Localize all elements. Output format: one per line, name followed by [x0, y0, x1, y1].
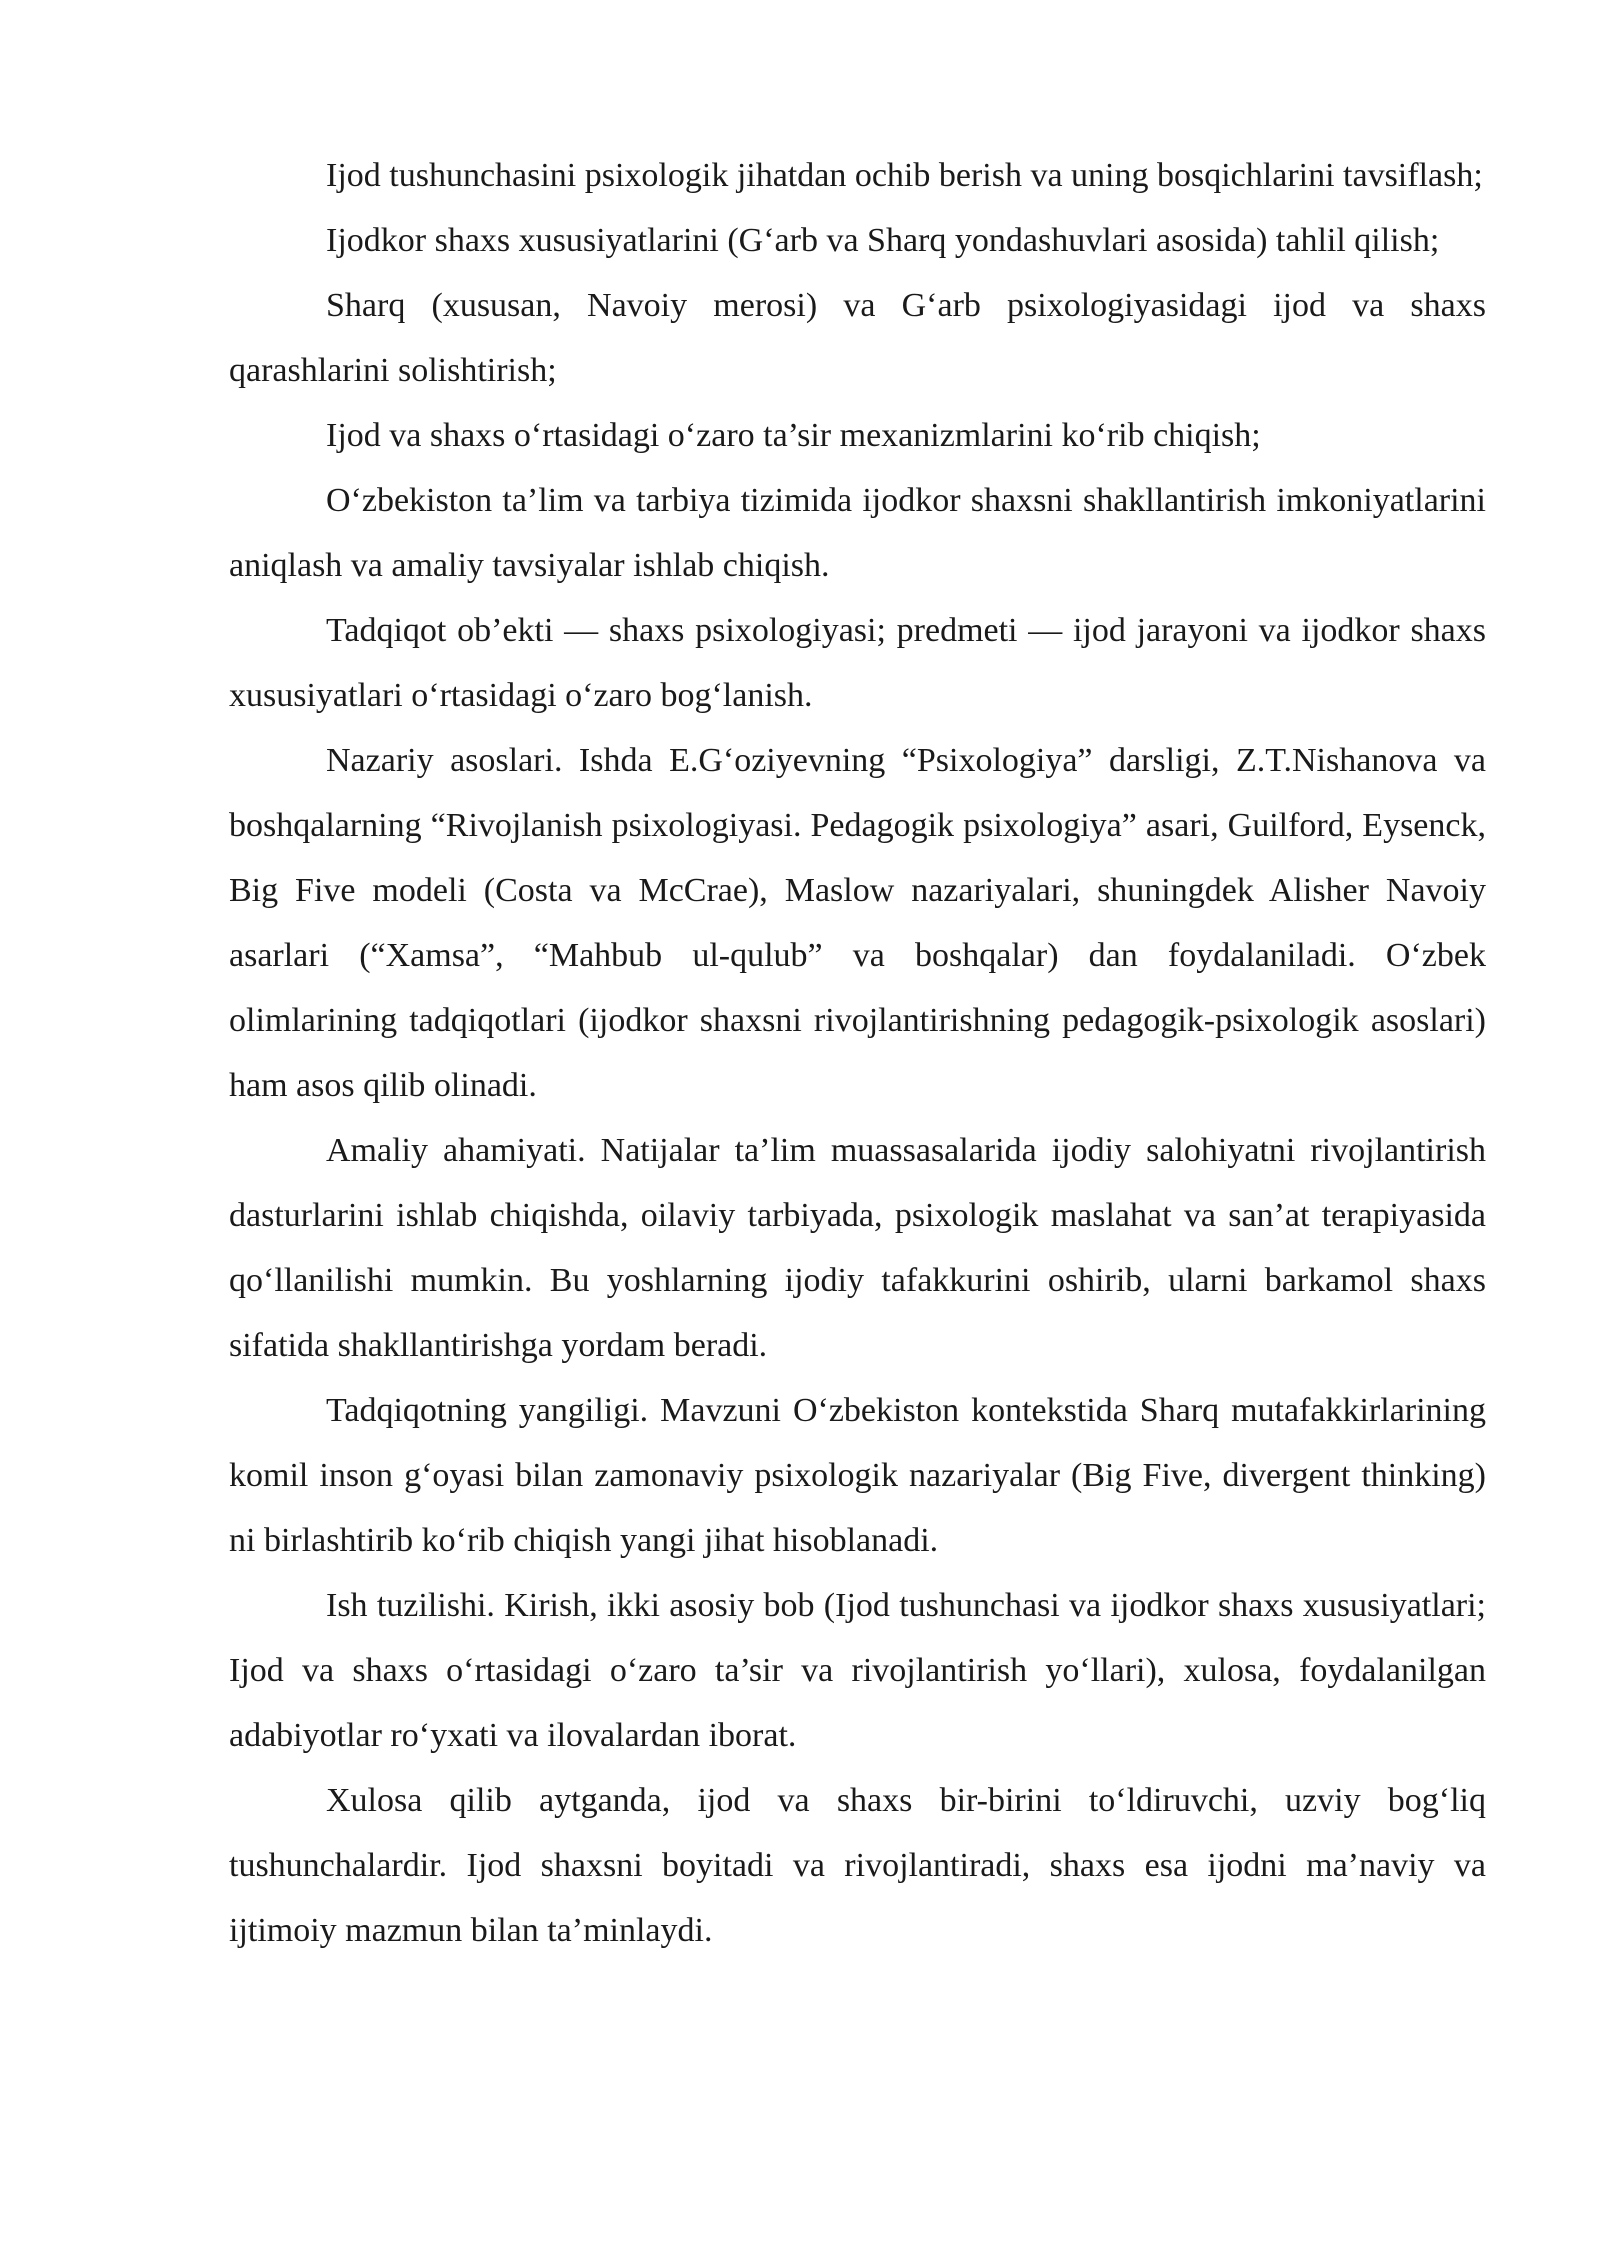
- paragraph-objective-1: Ijod tushunchasini psixologik jihatdan ochib berish va uning bosqichlarini tavsiflash;: [326, 157, 1483, 194]
- paragraph-structure: Ish tuzilishi. Kirish, ikki asosiy bob (Ijod tushunchasi va ijodkor shaxs xususiyatlari; Ijod va shaxs o‘rtasidagi o‘zaro ta’sir va rivojlantirish yo‘llari), xulosa, foydalanilgan adabiyotlar ro‘yxati va ilovalardan iborat.: [229, 1587, 1486, 1754]
- document-body: [229, 143, 1486, 1963]
- paragraph-objective-3: Sharq (xususan, Navoiy merosi) va G‘arb psixologiyasidagi ijod va shaxs qarashlarini solishtirish;: [229, 287, 1486, 389]
- paragraph-theoretical-basis: Nazariy asoslari. Ishda E.G‘oziyevning “Psixologiya” darsligi, Z.T.Nishanova va boshqalarning “Rivojlanish psixologiyasi. Pedagogik psixologiya” asari, Guilford, Eysenck, Big Five modeli (Costa va McCrae), Maslow nazariyalari, shuningdek Alisher Navoiy asarlari (“Xamsa”, “Mahbub ul-qulub” va boshqalar) dan foydalaniladi. O‘zbek olimlarining tadqiqotlari (ijodkor shaxsni rivojlantirishning pedagogik-psixologik asoslari) ham asos qilib olinadi.: [229, 742, 1486, 1104]
- paragraph-objective-2: Ijodkor shaxs xususiyatlarini (G‘arb va Sharq yondashuvlari asosida) tahlil qilish;: [326, 222, 1440, 259]
- paragraph-conclusion: Xulosa qilib aytganda, ijod va shaxs bir-birini to‘ldiruvchi, uzviy bog‘liq tushunchalardir. Ijod shaxsni boyitadi va rivojlantiradi, shaxs esa ijodni ma’naviy va ijtimoiy mazmun bilan ta’minlaydi.: [229, 1782, 1486, 1949]
- paragraph-objective-4: Ijod va shaxs o‘rtasidagi o‘zaro ta’sir mexanizmlarini ko‘rib chiqish;: [326, 417, 1261, 454]
- paragraph-practical-significance: Amaliy ahamiyati. Natijalar ta’lim muassasalarida ijodiy salohiyatni rivojlantirish dasturlarini ishlab chiqishda, oilaviy tarbiyada, psixologik maslahat va san’at terapiyasida qo‘llanilishi mumkin. Bu yoshlarning ijodiy tafakkurini oshirib, ularni barkamol shaxs sifatida shakllantirishga yordam beradi.: [229, 1132, 1486, 1364]
- paragraph-research-object: Tadqiqot ob’ekti — shaxs psixologiyasi; predmeti — ijod jarayoni va ijodkor shaxs xususiyatlari o‘rtasidagi o‘zaro bog‘lanish.: [229, 612, 1486, 714]
- paragraph-objective-5: O‘zbekiston ta’lim va tarbiya tizimida ijodkor shaxsni shakllantirish imkoniyatlarini aniqlash va amaliy tavsiyalar ishlab chiqish.: [229, 482, 1486, 584]
- paragraph-novelty: Tadqiqotning yangiligi. Mavzuni O‘zbekiston kontekstida Sharq mutafakkirlarining komil inson g‘oyasi bilan zamonaviy psixologik nazariyalar (Big Five, divergent thinking) ni birlashtirib ko‘rib chiqish yangi jihat hisoblanadi.: [229, 1392, 1486, 1559]
